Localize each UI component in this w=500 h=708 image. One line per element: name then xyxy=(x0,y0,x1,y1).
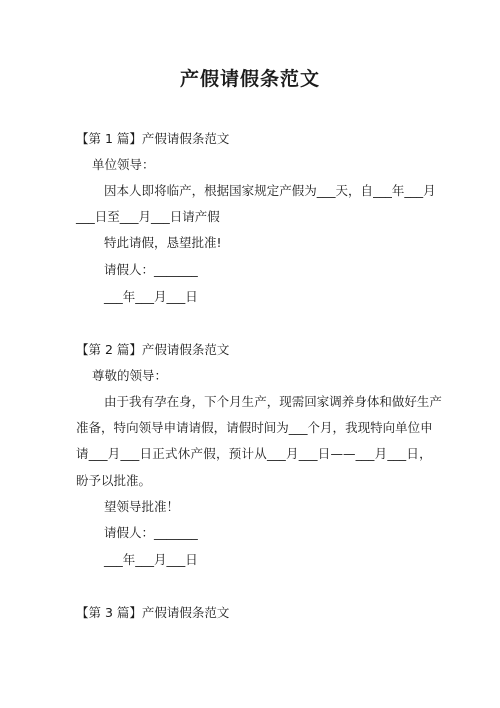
text-glyph: 和 xyxy=(379,394,392,409)
text-glyph: 身 xyxy=(179,394,192,409)
text-glyph: ___ xyxy=(288,420,308,435)
text-glyph: 下 xyxy=(204,394,217,409)
text-glyph: 由 xyxy=(104,394,117,409)
text-glyph: ___ xyxy=(120,446,140,461)
text-glyph: 假 xyxy=(203,446,216,461)
text-glyph: 单 xyxy=(395,420,408,435)
text-glyph: 假 xyxy=(201,420,214,435)
text-glyph: 月 xyxy=(423,183,436,198)
text-glyph: 时 xyxy=(251,420,264,435)
text-glyph: ___ xyxy=(88,446,108,461)
text-glyph: ___ xyxy=(387,446,407,461)
section-1-signer: 请假人：_______ xyxy=(104,262,198,277)
text-glyph: ___ xyxy=(298,446,318,461)
text-glyph: 备 xyxy=(88,420,102,435)
text-glyph: 产 xyxy=(279,183,292,198)
text-glyph: 调 xyxy=(329,394,342,409)
text-glyph: 个 xyxy=(307,420,321,435)
section-1-body-line-1 xyxy=(104,182,436,200)
text-glyph: 准 xyxy=(76,420,89,435)
text-glyph: 天 xyxy=(335,183,349,198)
text-glyph: 请 xyxy=(176,420,189,435)
text-glyph: 家 xyxy=(241,183,255,198)
text-glyph: 即 xyxy=(141,183,155,198)
text-glyph: 本 xyxy=(116,183,130,198)
text-glyph: 式 xyxy=(164,446,178,461)
text-glyph: 请 xyxy=(188,420,202,435)
section-1-request: 特此请假，恳望批准! xyxy=(104,235,222,250)
text-glyph: 日 xyxy=(139,446,152,461)
section-2-request: 望领导批准！ xyxy=(104,499,180,514)
section-1-date: ___年___月___日 xyxy=(104,289,198,304)
text-glyph: ， xyxy=(215,446,229,461)
text-glyph: 从 xyxy=(254,446,267,461)
text-glyph: 生 xyxy=(241,394,255,409)
text-glyph: 日 xyxy=(317,446,331,461)
text-glyph: 特 xyxy=(113,420,127,435)
text-glyph: 月 xyxy=(229,394,242,409)
section-1-salutation: 单位领导： xyxy=(92,157,155,172)
text-glyph: 定 xyxy=(266,183,280,198)
text-glyph: ___ xyxy=(266,446,286,461)
text-glyph: ___ xyxy=(316,183,336,198)
document-title: 产假请假条范文 xyxy=(179,68,320,90)
text-glyph: 根 xyxy=(204,183,217,198)
text-glyph: ___ xyxy=(404,183,424,198)
text-glyph: 回 xyxy=(304,394,317,409)
text-glyph: ， xyxy=(266,394,280,409)
text-glyph: 假 xyxy=(238,420,252,435)
text-glyph: 请 xyxy=(226,420,239,435)
text-glyph: 日 xyxy=(406,446,419,461)
section-2-body-line-2 xyxy=(76,419,432,437)
text-glyph: ___ xyxy=(355,446,375,461)
text-glyph: —— xyxy=(330,446,356,461)
text-glyph: 产 xyxy=(429,394,442,409)
section-2-body-line-4: 盼予以批准。 xyxy=(76,473,152,488)
text-glyph: 为 xyxy=(304,183,317,198)
text-glyph: 正 xyxy=(152,446,165,461)
text-glyph: 身 xyxy=(354,394,367,409)
section-1-heading: 【第 1 篇】产假请假条范文 xyxy=(76,131,230,146)
section-3-heading: 【第 3 篇】产假请假条范文 xyxy=(76,605,230,620)
text-glyph: ， xyxy=(191,183,205,198)
text-glyph: ， xyxy=(191,394,205,409)
section-2-body-line-3 xyxy=(76,445,432,463)
text-glyph: 申 xyxy=(420,420,433,435)
text-glyph: 向 xyxy=(126,420,139,435)
text-glyph: 请 xyxy=(76,446,89,461)
text-glyph: 人 xyxy=(129,183,142,198)
text-glyph: 领 xyxy=(138,420,152,435)
text-glyph: 为 xyxy=(276,420,289,435)
section-1-body-line-2: ___日至___月___日请产假 xyxy=(76,209,220,224)
text-glyph: 特 xyxy=(370,420,383,435)
section-2-body-line-1 xyxy=(104,393,442,411)
text-glyph: 养 xyxy=(341,394,355,409)
text-glyph: 生 xyxy=(416,394,430,409)
text-glyph: 月 xyxy=(107,446,121,461)
text-glyph: 有 xyxy=(141,394,155,409)
text-glyph: 计 xyxy=(241,446,254,461)
text-glyph: ___ xyxy=(373,183,392,198)
text-glyph: 现 xyxy=(279,394,292,409)
section-2-heading: 【第 2 篇】产假请假条范文 xyxy=(76,342,230,357)
text-glyph: 好 xyxy=(404,394,417,409)
text-glyph: 产 xyxy=(254,394,267,409)
text-glyph: ， xyxy=(101,420,114,435)
text-glyph: 产 xyxy=(190,446,203,461)
text-glyph: ， xyxy=(348,183,361,198)
text-glyph: 预 xyxy=(228,446,242,461)
section-2-signer: 请假人：_______ xyxy=(104,525,198,540)
text-glyph: 间 xyxy=(263,420,277,435)
text-glyph: 产 xyxy=(179,183,192,198)
section-2-date: ___年___月___日 xyxy=(104,552,198,567)
text-glyph: 现 xyxy=(357,420,371,435)
text-glyph: 我 xyxy=(129,394,142,409)
text-glyph: 月 xyxy=(285,446,299,461)
text-glyph: ， xyxy=(213,420,227,435)
text-glyph: 导 xyxy=(151,420,164,435)
text-glyph: 申 xyxy=(163,420,177,435)
text-glyph: 个 xyxy=(216,394,230,409)
text-glyph: 向 xyxy=(382,420,396,435)
text-glyph: 孕 xyxy=(154,394,167,409)
text-glyph: 月 xyxy=(374,446,388,461)
text-glyph: 家 xyxy=(316,394,330,409)
text-glyph: 做 xyxy=(391,394,405,409)
text-glyph: 休 xyxy=(177,446,191,461)
text-glyph: 我 xyxy=(345,420,358,435)
text-glyph: 因 xyxy=(104,183,117,198)
text-glyph: 将 xyxy=(154,183,167,198)
text-glyph: 年 xyxy=(391,183,405,198)
text-glyph: 假 xyxy=(291,183,305,198)
text-glyph: 据 xyxy=(216,183,230,198)
text-glyph: 在 xyxy=(166,394,180,409)
text-glyph: 位 xyxy=(407,420,421,435)
text-glyph: ， xyxy=(332,420,346,435)
text-glyph: 月 xyxy=(320,420,333,435)
text-glyph: 需 xyxy=(291,394,305,409)
text-glyph: 国 xyxy=(229,183,242,198)
text-glyph: 自 xyxy=(360,183,374,198)
section-2-salutation: 尊敬的领导： xyxy=(92,368,168,383)
text-glyph: 规 xyxy=(254,183,267,198)
text-glyph: 临 xyxy=(166,183,180,198)
text-glyph: 体 xyxy=(366,394,380,409)
text-glyph: ， xyxy=(419,446,432,461)
text-glyph: 于 xyxy=(116,394,130,409)
